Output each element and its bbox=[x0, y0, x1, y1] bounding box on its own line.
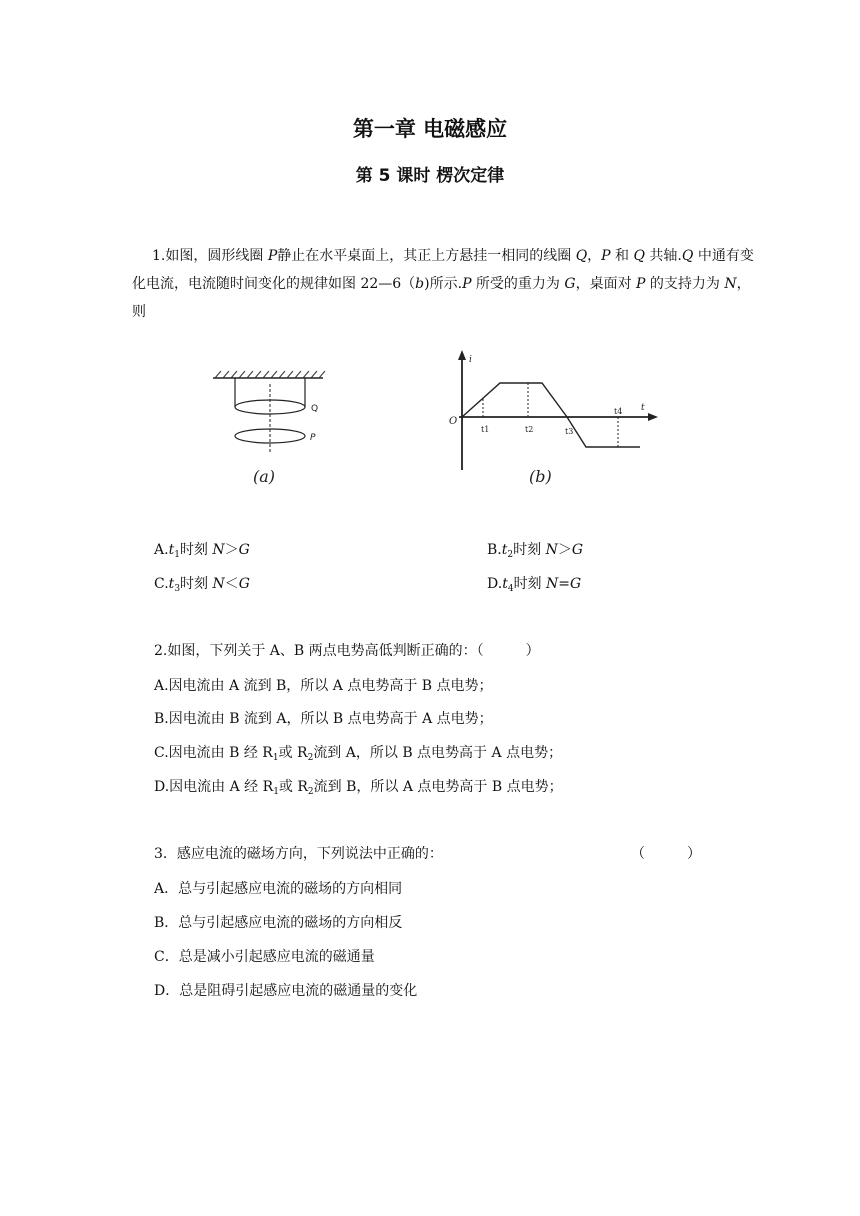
tick-t4: t4 bbox=[614, 407, 623, 416]
axis-t-label: t bbox=[641, 403, 645, 413]
q1-option-a[interactable]: $A.t_1$时刻 N＞G bbox=[154, 542, 250, 560]
figure-a-coils bbox=[205, 370, 335, 490]
q3-answer-paren: （ ） bbox=[631, 846, 701, 862]
q1-stem: 1.如图，圆形线圈 P静止在水平桌面上，其正上方悬挂一相同的线圈 Q，P 和 Q 共轴.Q 中通有变化电流，电流随时间变化的规律如图 22—6（b)所示.P 所受的重力为 G，桌面对 P 的支持力为 N，则 bbox=[132, 248, 754, 320]
figure-b-current-graph bbox=[445, 346, 665, 486]
tick-t3: t3 bbox=[565, 427, 574, 436]
origin-label: O bbox=[449, 416, 458, 427]
q2-option-b[interactable]: B.因电流由 B 流到 A，所以 B 点电势高于 A 点电势； bbox=[154, 711, 493, 727]
tick-t2: t2 bbox=[525, 425, 534, 434]
coil-p-label: P bbox=[310, 433, 316, 443]
figure-a-label: (a) bbox=[253, 467, 276, 486]
q3-option-d[interactable]: D．总是阻碍引起感应电流的磁通量的变化 bbox=[154, 983, 418, 999]
q1-option-c[interactable]: $C.t_3$时刻 N＜G bbox=[154, 576, 250, 594]
q3-option-c[interactable]: C．总是减小引起感应电流的磁通量 bbox=[154, 949, 375, 965]
q3-stem: 3．感应电流的磁场方向，下列说法中正确的： bbox=[154, 846, 443, 862]
q3-option-b[interactable]: B．总与引起感应电流的磁场的方向相反 bbox=[154, 915, 403, 931]
axis-i-label: i bbox=[469, 355, 472, 365]
x-axis-arrow bbox=[648, 413, 658, 421]
chapter-title: 第一章 电磁感应 bbox=[352, 117, 508, 141]
tick-t1: t1 bbox=[481, 425, 490, 434]
q2-option-d[interactable]: D.因电流由 A 经 $R_1$或 $R_2$流到 B，所以 A 点电势高于 B 点电势； bbox=[154, 779, 563, 797]
q2-stem: 2.如图，下列关于 A、B 两点电势高低判断正确的：（ ） bbox=[154, 643, 540, 659]
q2-option-a[interactable]: A.因电流由 A 流到 B，所以 A 点电势高于 B 点电势； bbox=[154, 678, 493, 694]
q2-option-c[interactable]: C.因电流由 B 经 $R_1$或 $R_2$流到 A，所以 B 点电势高于 A 点电势； bbox=[154, 745, 563, 763]
q3-option-a[interactable]: A．总与引起感应电流的磁场的方向相同 bbox=[154, 881, 403, 897]
coil-q-label: Q bbox=[311, 404, 319, 414]
q1-option-b[interactable]: $B.t_2$时刻 N＞G bbox=[487, 542, 584, 560]
y-axis-arrow bbox=[458, 350, 466, 360]
q1-option-d[interactable]: $D.t_4$时刻 N=G bbox=[487, 576, 582, 594]
figure-b-label: (b) bbox=[529, 467, 552, 486]
lesson-title: 第 5 课时 楞次定律 bbox=[355, 166, 505, 186]
